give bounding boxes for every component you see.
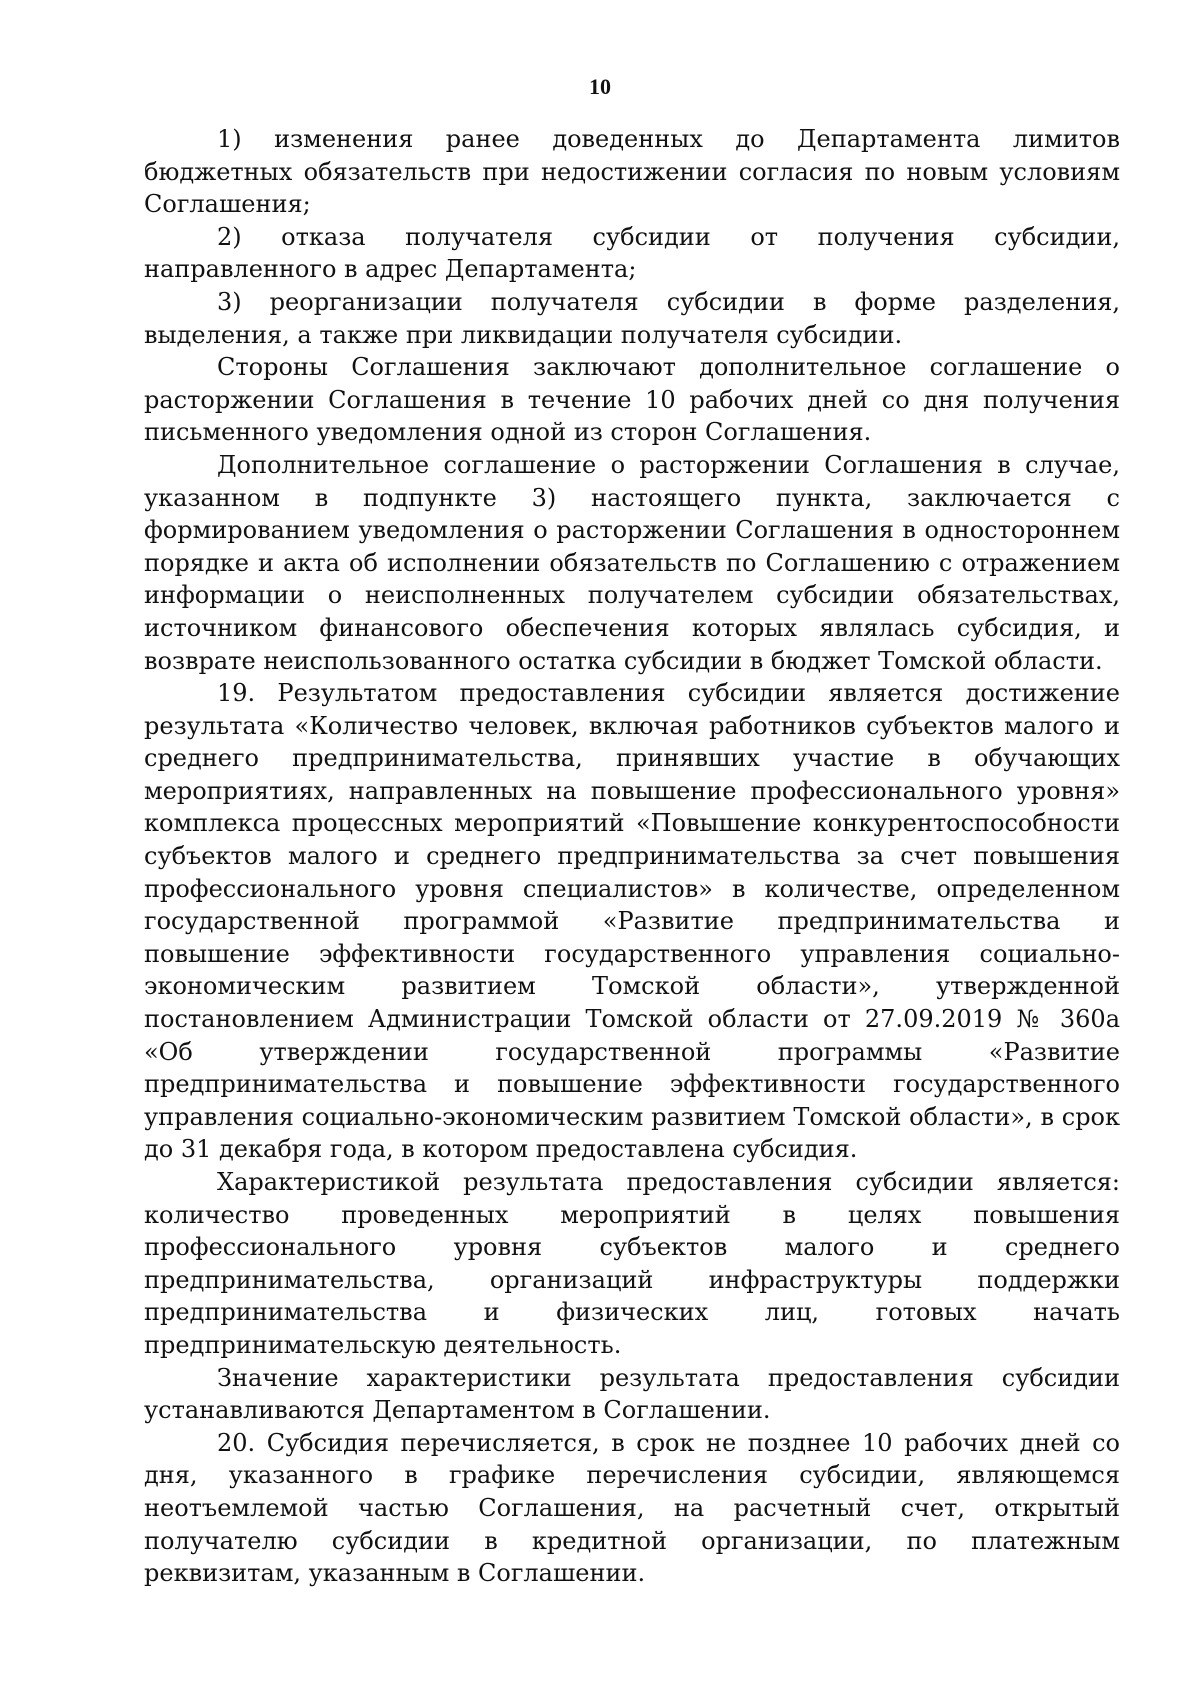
paragraph-characteristic-value: Значение характеристики результата предоставления субсидии устанавливаются Департаментом в Соглашении. bbox=[144, 1363, 1120, 1425]
document-body bbox=[144, 123, 1120, 1590]
paragraph-item-2: 2) отказа получателя субсидии от получения субсидии, направленного в адрес Департамента; bbox=[144, 222, 1120, 284]
page-number: 10 bbox=[589, 74, 611, 99]
paragraph-additional-agreement: Дополнительное соглашение о расторжении Соглашения в случае, указанном в подпункте 3) настоящего пункта, заключается с формированием уведомления о расторжении Соглашения в одностороннем порядке и акта об исполнении обязательств по Соглашению с отражением информации о неисполненных получателем субсидии обязательствах, источником финансового обеспечения которых являлась субсидия, и возврате неиспользованного остатка субсидии в бюджет Томской области. bbox=[144, 450, 1120, 675]
paragraph-result-characteristic: Характеристикой результата предоставления субсидии является: количество проведенных мероприятий в целях повышения профессионального уровня субъектов малого и среднего предпринимательства, организаций инфраструктуры поддержки предпринимательства и физических лиц, готовых начать предпринимательскую деятельность. bbox=[144, 1168, 1120, 1359]
paragraph-point-19: 19. Результатом предоставления субсидии является достижение результата «Количество человек, включая работников субъектов малого и среднего предпринимательства, принявших участие в обучающих мероприятиях, направленных на повышение профессионального уровня» комплекса процессных мероприятий «Повышение конкурентоспособности субъектов малого и среднего предпринимательства за счет повышения профессионального уровня специалистов» в количестве, определенном государственной программой «Развитие предпринимательства и повышение эффективности государственного управления социально-экономическим развитием Томской области», утвержденной постановлением Администрации Томской области от 27.09.2019 № 360а «Об утверждении государственной программы «Развитие предпринимательства и повышение эффективности государственного управления социально-экономическим развитием Томской области», в срок до 31 декабря года, в котором предоставлена субсидия. bbox=[144, 679, 1120, 1164]
paragraph-point-20: 20. Субсидия перечисляется, в срок не позднее 10 рабочих дней со дня, указанного в графике перечисления субсидии, являющемся неотъемлемой частью Соглашения, на расчетный счет, открытый получателю субсидии в кредитной организации, по платежным реквизитам, указанным в Соглашении. bbox=[144, 1428, 1120, 1588]
paragraph-parties-termination: Стороны Соглашения заключают дополнительное соглашение о расторжении Соглашения в течение 10 рабочих дней со дня получения письменного уведомления одной из сторон Соглашения. bbox=[144, 353, 1120, 447]
paragraph-item-3: 3) реорганизации получателя субсидии в форме разделения, выделения, а также при ликвидации получателя субсидии. bbox=[144, 287, 1120, 349]
paragraph-item-1: 1) изменения ранее доведенных до Департамента лимитов бюджетных обязательств при недостижении согласия по новым условиям Соглашения; bbox=[144, 125, 1120, 219]
